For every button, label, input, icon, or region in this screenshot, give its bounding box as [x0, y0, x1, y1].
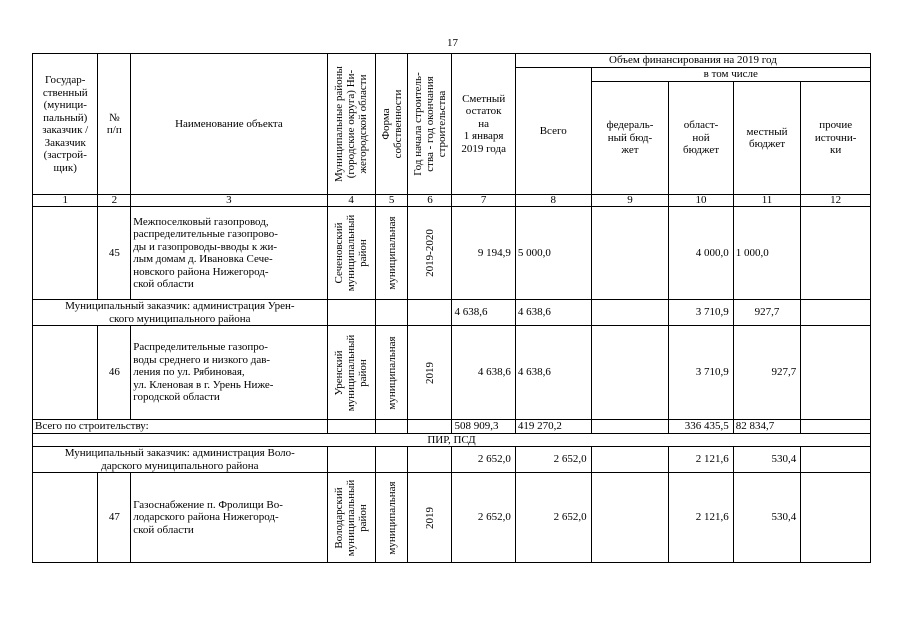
empty-cell — [408, 447, 452, 473]
total-row — [33, 420, 871, 434]
table-row — [33, 473, 871, 563]
estimate-cell: 508 909,3 — [452, 420, 515, 434]
header-federal: федераль- ный бюд- жет — [591, 82, 669, 195]
local-cell: 927,7 — [733, 326, 801, 420]
customer-row — [33, 300, 871, 326]
header-number: № п/п — [98, 54, 131, 195]
other-cell — [801, 447, 871, 473]
empty-cell — [408, 300, 452, 326]
years-cell: 2019 — [408, 473, 452, 563]
colnum: 11 — [733, 195, 801, 207]
colnum: 6 — [408, 195, 452, 207]
column-numbers-row — [33, 195, 871, 207]
empty-cell — [327, 447, 375, 473]
other-cell — [801, 473, 871, 563]
years-cell: 2019 — [408, 326, 452, 420]
customer-cell — [33, 473, 98, 563]
estimate-cell: 4 638,6 — [452, 300, 515, 326]
header-estimate: Сметный остаток на 1 января 2019 года — [452, 54, 515, 195]
colnum: 3 — [131, 195, 327, 207]
section-row — [33, 433, 871, 447]
customer-cell — [33, 207, 98, 300]
table-row — [33, 207, 871, 300]
regional-cell: 336 435,5 — [669, 420, 733, 434]
regional-cell: 3 710,9 — [669, 326, 733, 420]
header-regional: област- ной бюджет — [669, 82, 733, 195]
district-cell: Уренский муниципальный район — [327, 326, 375, 420]
header-including: в том числе — [591, 68, 870, 82]
row-number: 46 — [98, 326, 131, 420]
object-name: Распределительные газопро- воды среднего и низкого дав- ления по ул. Рябиновая, ул. Кленовая в г. Урень Ниже- городской области — [131, 326, 327, 420]
colnum: 9 — [591, 195, 669, 207]
regional-cell: 2 121,6 — [669, 473, 733, 563]
empty-cell — [375, 447, 408, 473]
district-cell: Володарский муниципальный район — [327, 473, 375, 563]
section-title: ПИР, ПСД — [33, 433, 871, 447]
ownership-cell: муниципальная — [375, 326, 408, 420]
federal-cell — [591, 300, 669, 326]
federal-cell — [591, 447, 669, 473]
regional-cell: 2 121,6 — [669, 447, 733, 473]
header-total: Всего — [515, 68, 591, 195]
local-cell: 927,7 — [733, 300, 801, 326]
ownership-cell: муниципальная — [375, 473, 408, 563]
header-years: Год начала строитель- ства - год окончания строительства — [408, 54, 452, 195]
object-name: Газоснабжение п. Фролищи Во- лодарского района Нижегород- ской области — [131, 473, 327, 563]
header-funding: Объем финансирования на 2019 год — [515, 54, 870, 68]
federal-cell — [591, 420, 669, 434]
total-cell: 2 652,0 — [515, 473, 591, 563]
years-cell: 2019-2020 — [408, 207, 452, 300]
object-name: Межпоселковый газопровод, распределительные газопрово- ды и газопроводы-вводы к жи- лым домам д. Ивановка Сече- новского района Нижегород- ской области — [131, 207, 327, 300]
customer-cell — [33, 326, 98, 420]
empty-cell — [375, 300, 408, 326]
other-cell — [801, 420, 871, 434]
page-number: 17 — [447, 37, 458, 49]
estimate-cell: 2 652,0 — [452, 447, 515, 473]
total-label: Всего по строительству: — [33, 420, 328, 434]
estimate-cell: 4 638,6 — [452, 326, 515, 420]
total-cell: 419 270,2 — [515, 420, 591, 434]
empty-cell — [327, 300, 375, 326]
total-cell: 4 638,6 — [515, 326, 591, 420]
empty-cell — [327, 420, 375, 434]
header-row-1 — [33, 54, 871, 68]
customer-row — [33, 447, 871, 473]
local-cell: 530,4 — [733, 473, 801, 563]
regional-cell: 4 000,0 — [669, 207, 733, 300]
header-other: прочие источни- ки — [801, 82, 871, 195]
other-cell — [801, 207, 871, 300]
colnum: 10 — [669, 195, 733, 207]
total-cell: 2 652,0 — [515, 447, 591, 473]
header-object-name: Наименование объекта — [131, 54, 327, 195]
other-cell — [801, 300, 871, 326]
federal-cell — [591, 207, 669, 300]
header-districts: Муниципальные районы (городские округа) Ни- жегородской области — [327, 54, 375, 195]
header-customer: Государ- ственный (муници- пальный) заказчик / Заказчик (застрой- щик) — [33, 54, 98, 195]
local-cell: 82 834,7 — [733, 420, 801, 434]
row-number: 45 — [98, 207, 131, 300]
colnum: 12 — [801, 195, 871, 207]
local-cell: 1 000,0 — [733, 207, 801, 300]
empty-cell — [408, 420, 452, 434]
customer-label: Муниципальный заказчик: администрация Воло- дарского муниципального района — [33, 447, 328, 473]
ownership-cell: муниципальная — [375, 207, 408, 300]
colnum: 7 — [452, 195, 515, 207]
district-cell: Сеченовский муниципальный район — [327, 207, 375, 300]
federal-cell — [591, 326, 669, 420]
empty-cell — [375, 420, 408, 434]
colnum: 4 — [327, 195, 375, 207]
customer-label: Муниципальный заказчик: администрация Урен- ского муниципального района — [33, 300, 328, 326]
header-ownership: Форма собственности — [375, 54, 408, 195]
colnum: 8 — [515, 195, 591, 207]
local-cell: 530,4 — [733, 447, 801, 473]
financing-table — [32, 53, 871, 563]
header-local: местный бюджет — [733, 82, 801, 195]
colnum: 2 — [98, 195, 131, 207]
estimate-cell: 9 194,9 — [452, 207, 515, 300]
total-cell: 5 000,0 — [515, 207, 591, 300]
row-number: 47 — [98, 473, 131, 563]
other-cell — [801, 326, 871, 420]
total-cell: 4 638,6 — [515, 300, 591, 326]
regional-cell: 3 710,9 — [669, 300, 733, 326]
colnum: 1 — [33, 195, 98, 207]
table-row — [33, 326, 871, 420]
federal-cell — [591, 473, 669, 563]
colnum: 5 — [375, 195, 408, 207]
estimate-cell: 2 652,0 — [452, 473, 515, 563]
